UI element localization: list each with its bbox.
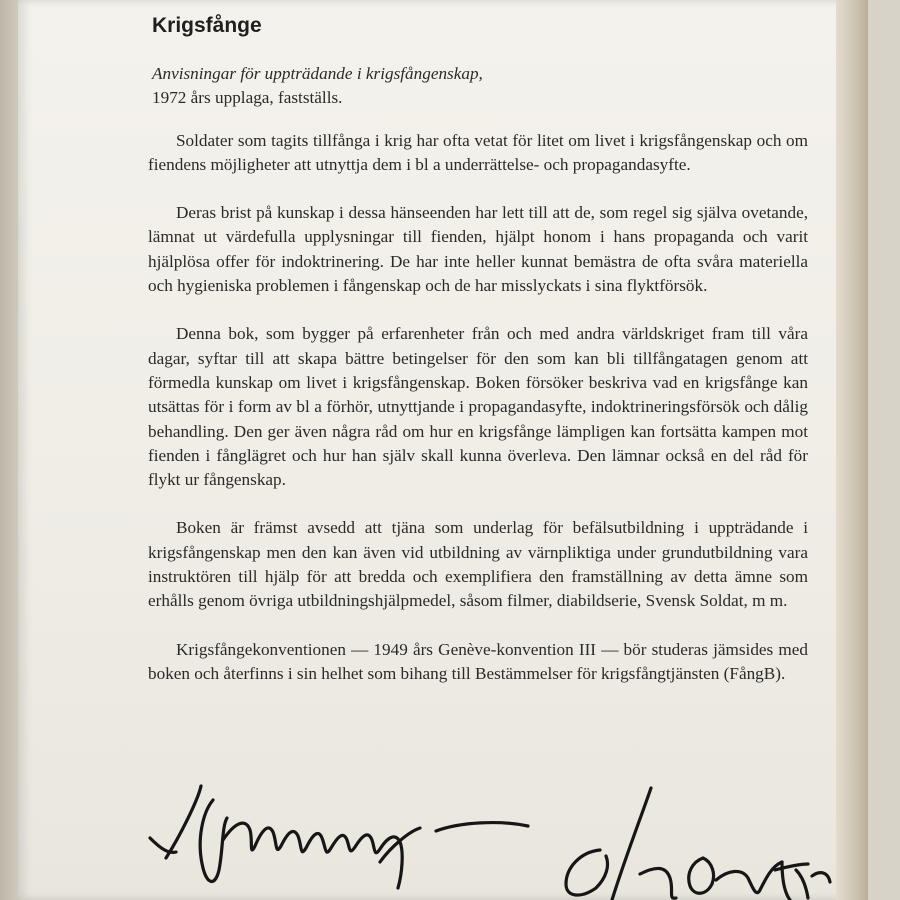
paragraph-2: Deras brist på kunskap i dessa hänseenden har lett till att de, som regel sig själva ovetande, lämnat ut värdefulla upplysningar till fienden, hjälpt honom i hans propaganda och varit hjälplösa offer för indoktrinering. De har inte heller kunnat bemästra de ofta svåra materiella och hygieniska problemen i fångenskap och de har misslyckats i sina flyktförsök. — [148, 203, 808, 296]
page-title: Krigsfånge — [152, 14, 262, 37]
page-edge — [836, 0, 868, 900]
paragraph-5: Krigsfångekonventionen — 1949 års Genève-konvention III — bör studeras jämsides med boken och återfinns i sin helhet som bihang till Bestämmelser för krigsfångtjänsten (FångB). — [148, 639, 808, 683]
paragraph-4: Boken är främst avsedd att tjäna som underlag för befälsutbildning i uppträdande i krigsfångenskap men den kan även vid utbildning av värnpliktiga under grundutbildning vara instruktören till hjälp för att bredda och exemplifiera den framställning av detta ämne som erhålls genom övriga utbildningshjälpmedel, såsom filmer, diabildserie, Svensk Soldat, m m. — [148, 518, 808, 611]
paragraph-3: Denna bok, som bygger på erfarenheter från och med andra världskriget fram till våra dagar, syftar till att skapa bättre betingelser för den som kan bli tillfångatagen genom att förmedla kunskap om livet i krigsfångenskap. Boken försöker beskriva vad en krigsfånge kan utsättas för i form av bl a förhör, utnyttjande i propagandasyfte, indoktrineringsförsök och dålig behandling. Den ger även några råd om hur en krigsfånge lämpligen kan fortsätta kampen mot fienden i fånglägret och hur han själv skall kunna överleva. Den lämnar också en del råd för flykt ur fångenskap. — [148, 324, 808, 490]
page-text — [134, 12, 814, 710]
subtitle-edition: 1972 års upplaga, fastställs. — [152, 88, 343, 108]
subtitle-italic: Anvisningar för uppträdande i krigsfångenskap, — [152, 64, 483, 83]
paragraph-1: Soldater som tagits tillfånga i krig har ofta vetat för litet om livet i krigsfångenskap och om fiendens möjligheter att utnyttja dem i bl a underrättelse- och propagandasyfte. — [148, 130, 808, 174]
subtitle — [152, 62, 814, 111]
